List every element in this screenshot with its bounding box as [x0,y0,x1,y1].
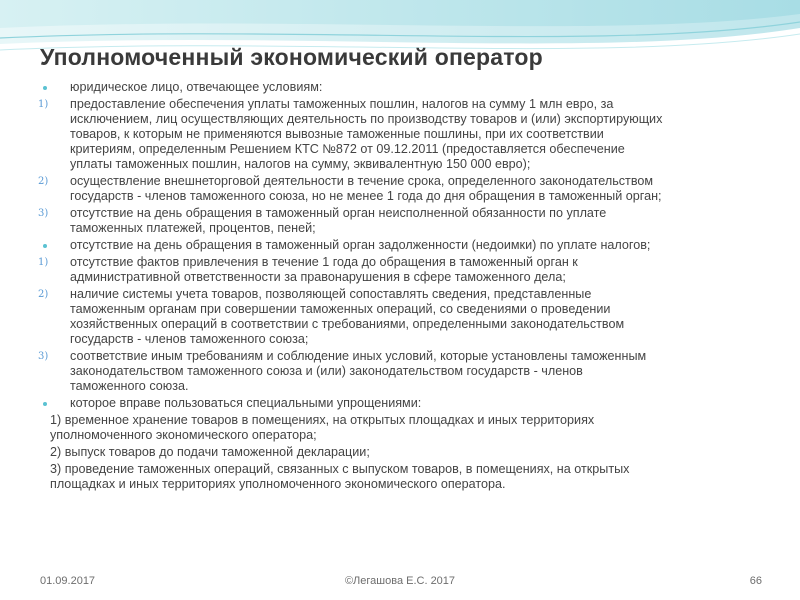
item-text: предоставление обеспечения уплаты таможенных пошлин, налогов на сумму 1 млн евро, за исключением, лиц осуществляющих деятельность по производству товаров и (или) экспортирующих товаров, к которым не применяются вывозные таможенные пошлины, при их соответствии критериям, определенным Решением КТС №872 от 09.12.2011 (предоставляется обеспечение уплаты таможенных пошлин, налогов на сумму, эквивалентную 150 000 евро); [70,97,663,171]
footer-page-number: 66 [749,575,762,587]
item-number: 3) [38,351,49,362]
bullet-icon [43,402,47,406]
item-number: 2) [38,176,49,187]
item-text: наличие системы учета товаров, позволяющей сопоставлять сведения, представленные таможенным органам при совершении таможенных операций, со сведениями о проведении хозяйственных операций в соответствии с требованиями, определенными законодательством государств - членов таможенного союза; [70,287,625,346]
simplification-text: 1) временное хранение товаров в помещениях, на открытых площадках и иных территориях уполномоченного экономического оператора; [50,413,595,442]
footer-date: 01.09.2017 [40,575,96,587]
bullet-icon [43,244,47,248]
simplification-item [0,445,800,462]
list-item [0,80,800,97]
item-number: 1) [38,257,49,268]
simplification-item [0,413,800,445]
item-number: 2) [38,289,49,300]
simplification-text: 3) проведение таможенных операций, связанных с выпуском товаров, в помещениях, на открытых площадках и иных территориях уполномоченного экономического оператора. [50,462,630,491]
list-item [0,255,800,287]
list-item [0,396,800,413]
bullet-icon [43,86,47,90]
item-number: 1) [38,99,49,110]
item-text: юридическое лицо, отвечающее условиям: [70,80,323,94]
item-text: отсутствие фактов привлечения в течение 1 года до обращения в таможенный орган к административной ответственности за правонарушения в сфере таможенного дела; [70,255,578,284]
simplification-item [0,462,800,494]
list-item [0,97,800,174]
item-text: соответствие иным требованиям и соблюдение иных условий, которые установлены таможенным законодательством таможенного союза и (или) законодательством государств - членов таможенного союза. [70,349,647,393]
item-text: которое вправе пользоваться специальными упрощениями: [70,396,422,410]
item-number: 3) [38,208,49,219]
slide-title: Уполномоченный экономический оператор [40,44,543,70]
list-item [0,238,800,255]
list-item [0,287,800,349]
slide-content [0,80,800,494]
simplification-text: 2) выпуск товаров до подачи таможенной декларации; [50,445,370,459]
item-text: отсутствие на день обращения в таможенный орган задолженности (недоимки) по уплате налогов; [70,238,651,252]
list-item [0,174,800,206]
list-item [0,349,800,396]
list-item [0,206,800,238]
item-text: отсутствие на день обращения в таможенный орган неисполненной обязанности по уплате таможенных платежей, процентов, пеней; [70,206,607,235]
item-text: осуществление внешнеторговой деятельности в течение срока, определенного законодательством государств - членов таможенного союза, но не менее 1 года до дня обращения в таможенный орган; [70,174,662,203]
footer-author: ©Легашова Е.С. 2017 [344,575,456,587]
